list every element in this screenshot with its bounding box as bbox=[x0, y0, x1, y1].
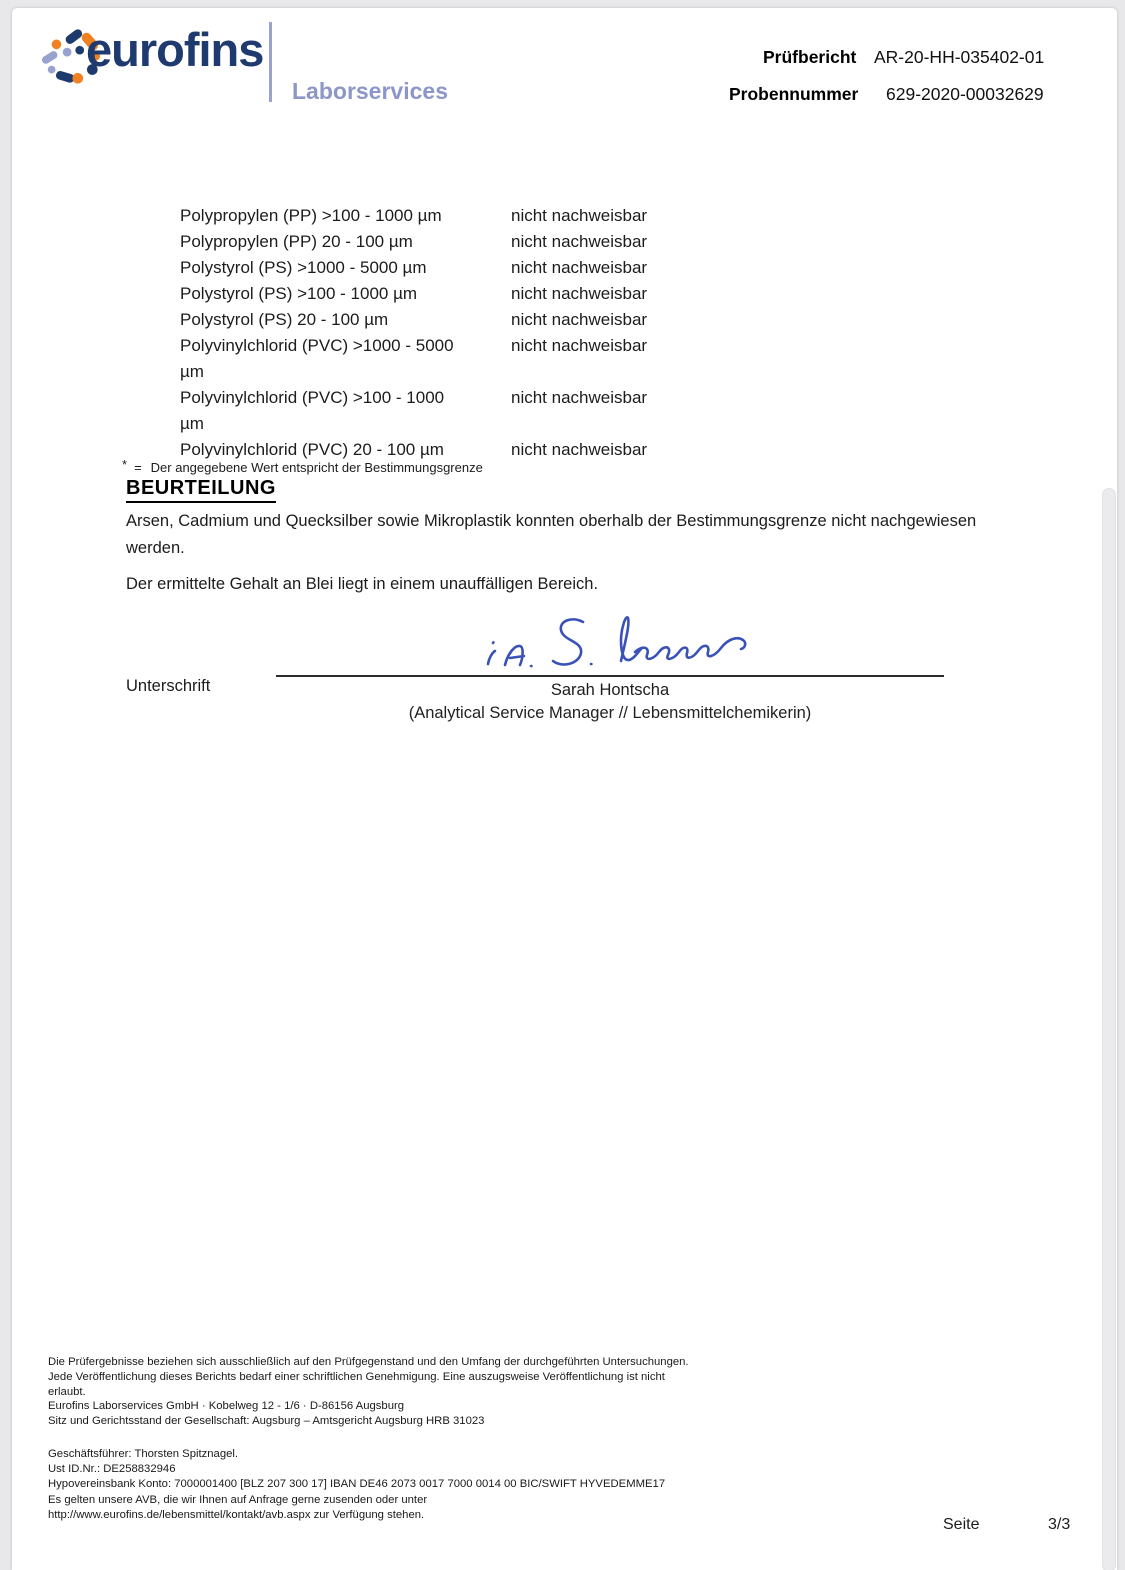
table-row bbox=[180, 281, 960, 307]
vertical-scrollbar-thumb[interactable] bbox=[1102, 488, 1116, 1570]
parameter-cell: Polyvinylchlorid (PVC) >100 - 1000 µm bbox=[180, 388, 445, 433]
table-row bbox=[180, 385, 960, 437]
footer-line: Es gelten unsere AVB, die wir Ihnen auf Anfrage gerne zusenden oder unter bbox=[48, 1494, 428, 1506]
result-cell: nicht nachweisbar bbox=[511, 336, 648, 355]
footnote-symbol: * bbox=[122, 457, 128, 472]
footer-line: Eurofins Laborservices GmbH · Kobelweg 12 - 1/6 · D-86156 Augsburg bbox=[48, 1400, 405, 1413]
footer-avb-info bbox=[48, 1493, 427, 1523]
handwritten-signature-ink bbox=[425, 606, 765, 681]
assessment-paragraph: Arsen, Cadmium und Quecksilber sowie Mikroplastik konnten oberhalb der Bestimmungsgrenze nicht nachgewiesen werden. bbox=[126, 512, 977, 557]
footer-disclaimer bbox=[48, 1355, 689, 1429]
result-cell: nicht nachweisbar bbox=[511, 284, 648, 303]
signer-name: Sarah Hontscha bbox=[550, 681, 670, 699]
table-row bbox=[180, 255, 960, 281]
report-number-label: Prüfbericht bbox=[763, 47, 857, 67]
brand-division-label: Laborservices bbox=[292, 78, 448, 104]
parameter-cell: Polypropylen (PP) >100 - 1000 µm bbox=[180, 206, 442, 225]
result-cell: nicht nachweisbar bbox=[511, 206, 648, 225]
table-row bbox=[180, 203, 960, 229]
parameter-cell: Polyvinylchlorid (PVC) >1000 - 5000 µm bbox=[180, 336, 454, 381]
footer-company-info bbox=[48, 1447, 665, 1491]
footer-line: Geschäftsführer: Thorsten Spitznagel. bbox=[48, 1448, 239, 1460]
parameter-cell: Polystyrol (PS) >100 - 1000 µm bbox=[180, 284, 418, 303]
sample-number-label: Probennummer bbox=[729, 84, 859, 104]
footer-line: Hypovereinsbank Konto: 7000001400 [BLZ 207 300 17] IBAN DE46 2073 0017 7000 0014 00 BIC/SWIFT HYVEDEMME17 bbox=[48, 1477, 666, 1490]
result-cell: nicht nachweisbar bbox=[511, 388, 648, 407]
parameter-cell: Polyvinylchlorid (PVC) 20 - 100 µm bbox=[180, 440, 444, 459]
table-footnote bbox=[122, 457, 483, 475]
parameter-cell: Polystyrol (PS) >1000 - 5000 µm bbox=[180, 258, 427, 277]
brand-divider bbox=[269, 22, 272, 102]
footer-line: Die Prüfergebnisse beziehen sich ausschließlich auf den Prüfgegenstand und den Umfang der durchgeführten Untersuchungen. bbox=[48, 1356, 689, 1368]
footer-line: Sitz und Gerichtsstand der Gesellschaft: Augsburg – Amtsgericht Augsburg HRB 31023 bbox=[48, 1415, 485, 1428]
parameter-cell: Polypropylen (PP) 20 - 100 µm bbox=[180, 232, 413, 251]
result-cell: nicht nachweisbar bbox=[511, 440, 648, 459]
footnote-text: Der angegebene Wert entspricht der Bestimmungsgrenze bbox=[150, 460, 483, 475]
footnote-equals: = bbox=[134, 460, 142, 475]
signature-label: Unterschrift bbox=[126, 677, 211, 695]
footer-line: Jede Veröffentlichung dieses Berichts bedarf einer schriftlichen Genehmigung. Eine auszugsweise Veröffentlichung ist nicht bbox=[48, 1370, 665, 1383]
report-number-value: AR-20-HH-035402-01 bbox=[874, 47, 1045, 67]
brand-wordmark: eurofins bbox=[86, 23, 264, 76]
signer-role: (Analytical Service Manager // Lebensmittelchemikerin) bbox=[408, 704, 812, 722]
footer-line: Ust ID.Nr.: DE258832946 bbox=[48, 1462, 176, 1475]
page-indicator-label: Seite bbox=[943, 1516, 980, 1533]
result-cell: nicht nachweisbar bbox=[511, 258, 648, 277]
footer-line: http://www.eurofins.de/lebensmittel/kontakt/avb.aspx zur Verfügung stehen. bbox=[48, 1508, 425, 1521]
result-cell: nicht nachweisbar bbox=[511, 232, 648, 251]
assessment-heading: BEURTEILUNG bbox=[126, 477, 276, 503]
sample-number-value: 629-2020-00032629 bbox=[886, 84, 1044, 104]
results-table bbox=[180, 203, 960, 463]
table-row bbox=[180, 229, 960, 255]
signature-line bbox=[276, 675, 944, 677]
page-indicator-value: 3/3 bbox=[1048, 1516, 1071, 1533]
table-row bbox=[180, 333, 960, 385]
parameter-cell: Polystyrol (PS) 20 - 100 µm bbox=[180, 310, 389, 329]
footer-line: erlaubt. bbox=[48, 1385, 86, 1398]
result-cell: nicht nachweisbar bbox=[511, 310, 648, 329]
table-row bbox=[180, 307, 960, 333]
assessment-paragraph: Der ermittelte Gehalt an Blei liegt in einem unauffälligen Bereich. bbox=[126, 575, 599, 593]
